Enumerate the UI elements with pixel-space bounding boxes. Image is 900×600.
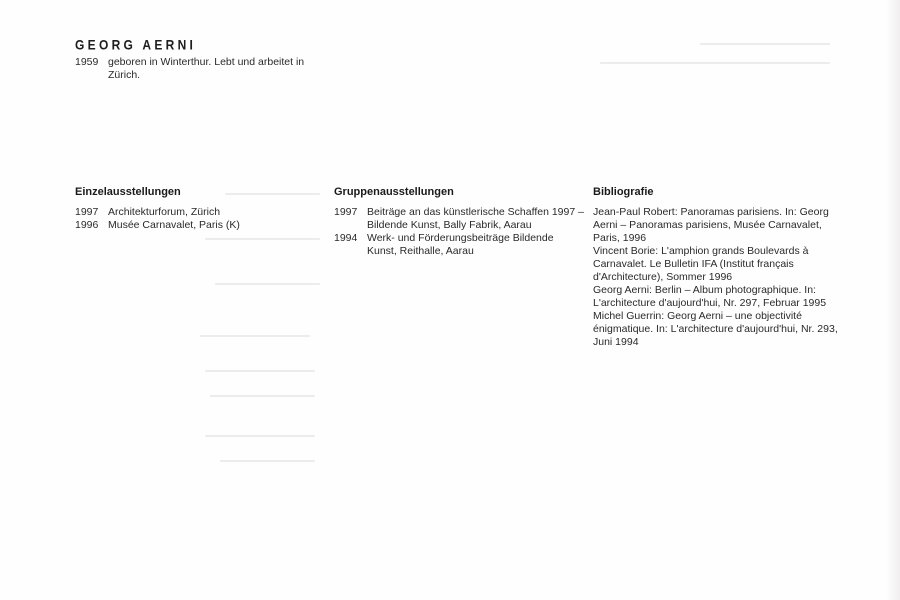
- entry-year: 1996: [75, 219, 99, 231]
- artist-bio: [75, 56, 335, 82]
- bleed-through-line: [205, 238, 320, 240]
- bleed-through-line: [205, 435, 315, 437]
- exhibition-entry: [75, 219, 325, 232]
- entry-text: Musée Carnavalet, Paris (K): [108, 219, 240, 231]
- solo-exhibitions-section: [75, 186, 325, 232]
- section-heading: Bibliografie: [593, 186, 654, 198]
- entry-text: Architekturforum, Zürich: [108, 206, 221, 218]
- bio-year: 1959: [75, 56, 99, 68]
- bibliography-entry: Michel Guerrin: Georg Aerni – une objectivité énigmatique. In: L'architecture d'aujourd'hui, Nr. 293, Juni 1994: [593, 310, 838, 348]
- bibliography-entry: Vincent Borie: L'amphion grands Boulevards à Carnavalet. Le Bulletin IFA (Institut français d'Architecture), Sommer 1996: [593, 245, 809, 283]
- bibliography-entry: Georg Aerni: Berlin – Album photographique. In: L'architecture d'aujourd'hui, Nr. 297, Februar 1995: [593, 284, 827, 309]
- entry-text: Werk- und Förderungsbeiträge Bildende Kunst, Reithalle, Aarau: [367, 232, 554, 257]
- section-heading: Gruppenausstellungen: [334, 186, 454, 198]
- entry-year: 1997: [334, 206, 358, 218]
- artist-name: GEORG AERNI: [75, 37, 197, 53]
- bleed-through-line: [220, 460, 315, 462]
- entry-year: 1997: [75, 206, 99, 218]
- exhibition-entry: [334, 206, 584, 232]
- exhibition-entry: [75, 206, 325, 219]
- bleed-through-line: [210, 395, 315, 397]
- bio-text: geboren in Winterthur. Lebt und arbeitet in Zürich.: [108, 56, 305, 81]
- bibliography-section: [593, 186, 843, 349]
- bleed-through-line: [700, 43, 830, 45]
- bleed-through-line: [215, 283, 320, 285]
- bleed-through-line: [200, 335, 310, 337]
- page-edge-shadow: [886, 0, 900, 600]
- entry-text: Beiträge an das künstlerische Schaffen 1997 – Bildende Kunst, Bally Fabrik, Aarau: [367, 206, 584, 231]
- group-exhibitions-section: [334, 186, 584, 258]
- exhibition-entry: [334, 232, 584, 258]
- entry-year: 1994: [334, 232, 358, 244]
- bleed-through-line: [600, 62, 830, 64]
- section-heading: Einzelausstellungen: [75, 186, 181, 198]
- bleed-through-line: [205, 370, 315, 372]
- bibliography-entry: Jean-Paul Robert: Panoramas parisiens. In: Georg Aerni – Panoramas parisiens, Musée Carnavalet, Paris, 1996: [593, 206, 829, 244]
